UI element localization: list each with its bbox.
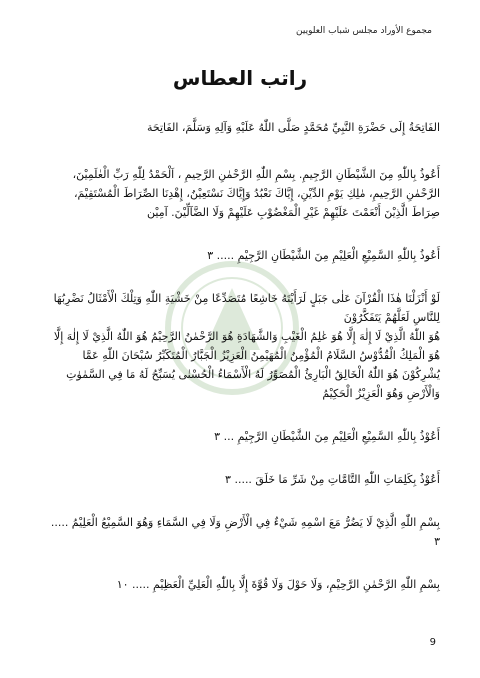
- paragraph-isti-adha-2: أَعُوْذُ بِاللّٰهِ السَّمِيْعِ الْعَلِيْمِ مِنَ الشَّيْطَانِ الرَّجِيْمِ ... ٣: [214, 430, 440, 443]
- paragraph-fatiha-dedication: الفَاتِحَةُ إِلَى حَضْرَةِ النَّبِيِّ مُحَمَّدٍ صَلَّى اللّٰهُ عَلَيْهِ وَآلِهِ وَسَلَّمَ، الفَاتِحَة: [147, 121, 440, 134]
- paragraph-bismillah-la-yadurru: بِسْمِ اللّٰهِ الَّذِيْ لَا يَضُرُّ مَعَ اسْمِهِ شَيْءٌ فِي الْأَرْضِ وَلَا فِي السَّمَاءِ وَهُوَ السَّمِيْعُ الْعَلِيْمُ ..... ٣: [50, 516, 440, 548]
- paragraph-kalimat-tammat: أَعُوْذُ بِكَلِمَاتِ اللّٰهِ التَّامَّاتِ مِنْ شَرِّ مَا خَلَقَ ..... ٣: [225, 473, 440, 486]
- document-body: [50, 118, 440, 594]
- page-title: راتب العطاس: [172, 66, 308, 90]
- running-header: مجموع الأوراد مجلس شباب العلويين: [296, 26, 432, 36]
- paragraph-al-fatiha: أَعُوذُ بِاللّٰهِ مِنَ الشَّيْطَانِ الرَّجِيمِ. بِسْمِ اللّٰهِ الرَّحْمٰنِ الرَّحِيمِ ، اَلْحَمْدُ لِلّٰهِ رَبِّ الْعٰلَمِيْنَ، الرَّحْمٰنِ الرَّحِيمِ، مٰلِكِ يَوْمِ الدِّيْنِ، إِيَّاكَ نَعْبُدُ وَإِيَّاكَ نَسْتَعِيْنُ، إِهْدِنَا الصِّرَاطَ الْمُسْتَقِيْمَ، صِرَاطَ الَّذِيْنَ أَنْعَمْتَ عَلَيْهِمْ غَيْرِ الْمَغْضُوْبِ عَلَيْهِمْ وَلَا الضَّآلِّيْنَ. آمِيْن: [72, 168, 440, 219]
- paragraph-law-anzalna: لَوْ أَنْزَلْنَا هٰذَا الْقُرْآنَ عَلٰى جَبَلٍ لَرَأَيْتَهُ خَاشِعًا مُتَصَدِّعًا مِنْ خَشْيَةِ اللّٰهِ وَتِلْكَ الْأَمْثَالُ نَضْرِبُهَا لِلنَّاسِ لَعَلَّهُمْ يَتَفَكَّرُوْنَ: [53, 292, 440, 324]
- paragraph-la-hawla: بِسْمِ اللّٰهِ الرَّحْمٰنِ الرَّحِيْمِ، وَلَا حَوْلَ وَلَا قُوَّةَ إِلَّا بِاللّٰهِ الْعَلِيِّ الْعَظِيْمِ ..... ١٠: [116, 578, 440, 591]
- page-number: 9: [429, 637, 436, 648]
- paragraph-huwa-allah: هُوَ اللّٰهُ الَّذِيْ لَا إِلٰهَ إِلَّا هُوَ عٰلِمُ الْغَيْبِ وَالشَّهَادَةِ هُوَ الرَّحْمٰنُ الرَّحِيْمُ هُوَ اللّٰهُ الَّذِيْ لَا إِلٰهَ إِلَّا هُوَ الْمَلِكُ الْقُدُّوْسُ السَّلَامُ الْمُؤْمِنُ الْمُهَيْمِنُ الْعَزِيْزُ الْجَبَّارُ الْمُتَكَبِّرُ سُبْحَانَ اللّٰهِ عَمَّا يُشْرِكُوْنَ هُوَ اللّٰهُ الْخَالِقُ الْبَارِئُ الْمُصَوِّرُ لَهُ الْأَسْمَاءُ الْحُسْنٰى يُسَبِّحُ لَهُ مَا فِي السَّمٰوٰتِ وَالْأَرْضِ وَهُوَ الْعَزِيْزُ الْحَكِيْمُ: [53, 330, 440, 400]
- paragraph-isti-adha-1: أَعُوذُ بِاللّٰهِ السَّمِيْعِ الْعَلِيْمِ مِنَ الشَّيْطَانِ الرَّجِيْمِ ..... ٣: [207, 249, 440, 262]
